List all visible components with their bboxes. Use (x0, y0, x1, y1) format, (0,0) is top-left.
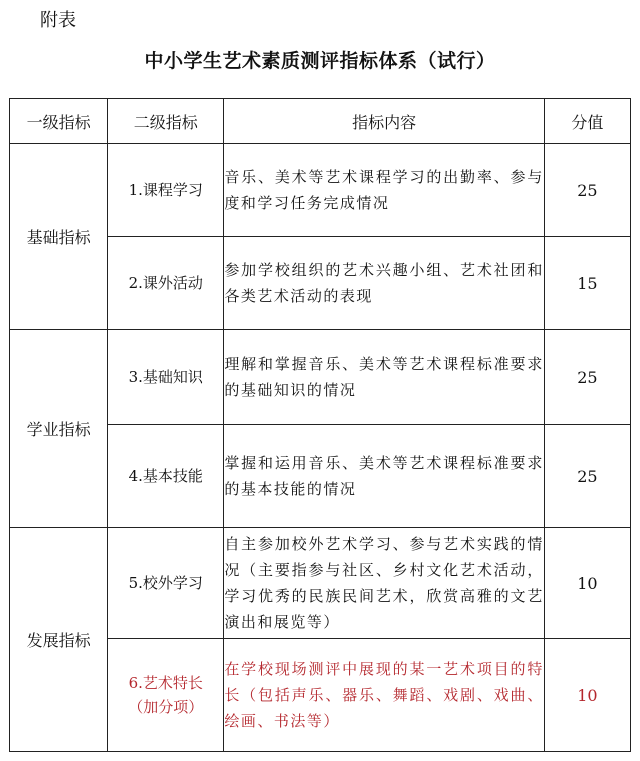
page-title: 中小学生艺术素质测评指标体系（试行） (144, 50, 496, 72)
level2-cell (108, 144, 224, 237)
level2-cell (108, 237, 224, 330)
table-row (10, 144, 631, 237)
header-content: 指标内容 (224, 99, 545, 144)
level1-development: 发展指标 (10, 528, 108, 752)
level2-label: 6.艺术特长 (128, 674, 203, 692)
score-cell: 25 (544, 330, 630, 425)
content-cell: 参加学校组织的艺术兴趣小组、艺术社团和各类艺术活动的表现 (224, 237, 545, 330)
table-row (10, 528, 631, 639)
level2-cell (108, 330, 224, 425)
content-cell: 在学校现场测评中展现的某一艺术项目的特长（包括声乐、器乐、舞蹈、戏剧、戏曲、绘画、书法等） (224, 639, 545, 752)
level2-label: 4.基本技能 (128, 467, 203, 485)
level2-cell (108, 639, 224, 752)
content-cell: 掌握和运用音乐、美术等艺术课程标准要求的基本技能的情况 (224, 425, 545, 528)
header-level1: 一级指标 (10, 99, 108, 144)
level2-cell (108, 425, 224, 528)
level1-basic: 基础指标 (10, 144, 108, 330)
indicator-table (9, 98, 631, 752)
content-cell: 理解和掌握音乐、美术等艺术课程标准要求的基础知识的情况 (224, 330, 545, 425)
content-cell: 音乐、美术等艺术课程学习的出勤率、参与度和学习任务完成情况 (224, 144, 545, 237)
header-score: 分值 (544, 99, 630, 144)
appendix-label: 附表 (40, 10, 76, 31)
table-header-row (10, 99, 631, 144)
score-cell: 10 (544, 528, 630, 639)
level2-cell (108, 528, 224, 639)
table-row (10, 330, 631, 425)
header-level2: 二级指标 (108, 99, 224, 144)
level2-label: 3.基础知识 (128, 368, 203, 386)
score-cell: 15 (544, 237, 630, 330)
score-cell: 10 (544, 639, 630, 752)
level2-label: 2.课外活动 (128, 274, 203, 292)
level2-label: 1.课程学习 (128, 181, 203, 199)
content-cell: 自主参加校外艺术学习、参与艺术实践的情况（主要指参与社区、乡村文化艺术活动，学习优秀的民族民间艺术，欣赏高雅的文艺演出和展览等） (224, 528, 545, 639)
level2-note: （加分项） (128, 698, 204, 716)
level1-academic: 学业指标 (10, 330, 108, 528)
score-cell: 25 (544, 144, 630, 237)
level2-label: 5.校外学习 (128, 574, 203, 592)
score-cell: 25 (544, 425, 630, 528)
